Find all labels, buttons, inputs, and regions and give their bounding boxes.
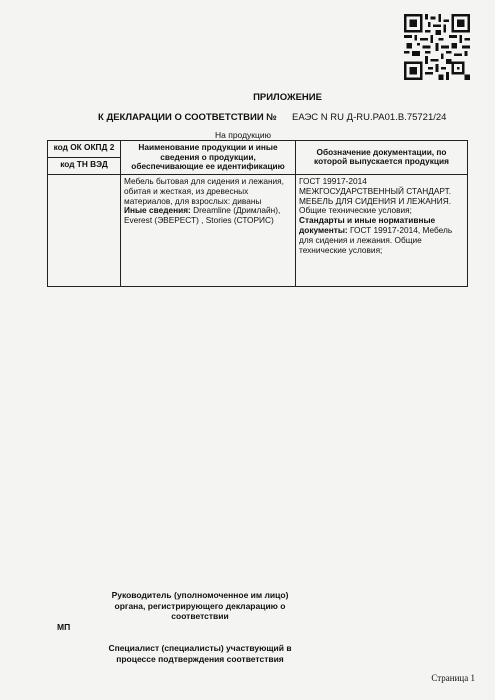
standards-label: Стандарты и иные нормативные документы: [299,215,436,236]
documentation-cell [296,174,468,286]
specialist-signature-label: Специалист (специалисты) участвующий в процессе подтверждения соответствия [108,643,292,664]
seal-place-label: МП [57,622,71,632]
other-info-label: Иные сведения: [124,205,191,216]
code-tnved-header: код ТН ВЭД [48,157,121,174]
head-signature-label: Руководитель (уполномоченное им лицо) органа, регистрирующего декларацию о соответствии [111,590,289,622]
standards-value: ГОСТ 19917-2014, Мебель для сидения и лежания. Общие технические условия; [299,225,453,256]
page-number: Страница 1 [431,673,475,683]
product-table [47,140,468,287]
other-info-value: Dreamline (Дримлайн), Everest (ЭВЕРЕСТ) , Stories (СТОРИС) [124,205,281,226]
documentation-text: ГОСТ 19917-2014 МЕЖГОСУДАРСТВЕННЫЙ СТАНДАРТ. МЕБЕЛЬ ДЛЯ СИДЕНИЯ И ЛЕЖАНИЯ. Общие технические условия; [299,175,452,216]
declaration-label: К ДЕКЛАРАЦИИ О СООТВЕТСТВИИ № [98,112,277,123]
subtitle: На продукцию [215,130,272,140]
documentation-header: Обозначение документации, по которой выпускается продукция [296,141,468,175]
product-name: Мебель бытовая для сидения и лежания, обитая и жесткая, из древесных материалов, для взрослых: диваны [124,175,284,206]
appendix-title: ПРИЛОЖЕНИЕ [253,92,322,103]
qr-code-icon [404,14,470,80]
code-cell [48,174,121,286]
product-name-header: Наименование продукции и иные сведения о продукции, обеспечивающие ее идентификацию [121,141,296,175]
product-name-cell [121,174,296,286]
code-okpd-header: код ОК ОКПД 2 [48,141,121,158]
declaration-number: ЕАЭС N RU Д-RU.РА01.В.75721/24 [292,112,447,123]
